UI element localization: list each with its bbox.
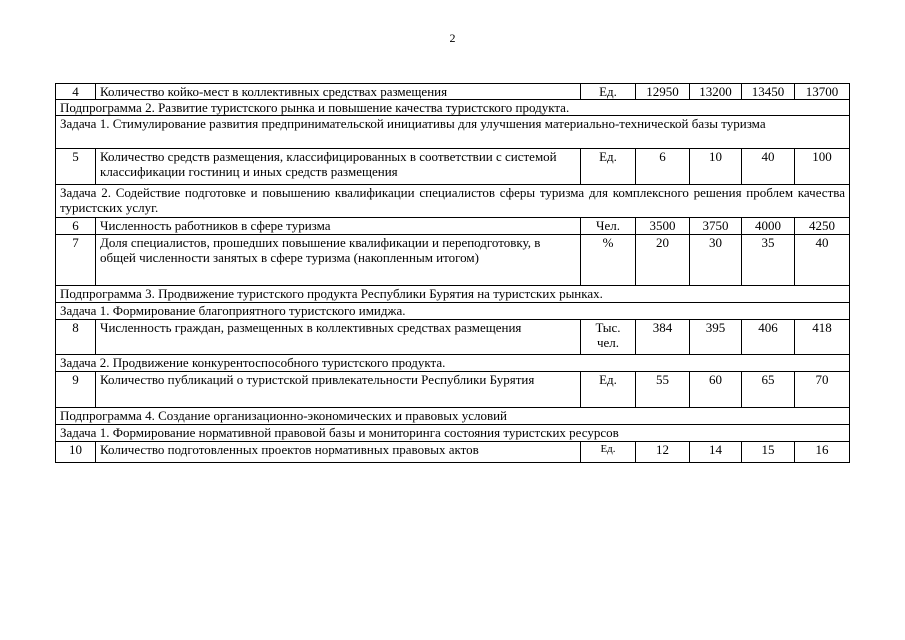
value-year-2: 13200 xyxy=(690,84,742,100)
value-year-2: 395 xyxy=(690,320,742,355)
value-year-4: 4250 xyxy=(795,218,850,235)
value-year-4: 100 xyxy=(795,149,850,185)
table-row xyxy=(56,84,850,100)
indicator-name: Количество средств размещения, классифицированных в соответствии с системой классификации гостиниц и иных средств размещения xyxy=(96,149,581,185)
value-year-4: 13700 xyxy=(795,84,850,100)
indicator-name: Количество койко-мест в коллективных средствах размещения xyxy=(96,84,581,100)
row-number: 10 xyxy=(56,442,96,463)
unit: Ед. xyxy=(581,372,636,408)
unit: Ед. xyxy=(581,442,636,463)
value-year-3: 13450 xyxy=(742,84,795,100)
task-row xyxy=(56,185,850,218)
row-number: 8 xyxy=(56,320,96,355)
indicator-name: Количество публикаций о туристской привлекательности Республики Бурятия xyxy=(96,372,581,408)
row-number: 6 xyxy=(56,218,96,235)
task-3-2-title: Задача 2. Продвижение конкурентоспособного туристского продукта. xyxy=(56,355,850,372)
page-number: 2 xyxy=(449,31,456,45)
value-year-2: 30 xyxy=(690,235,742,286)
indicator-name: Численность работников в сфере туризма xyxy=(96,218,581,235)
row-number: 9 xyxy=(56,372,96,408)
subprogram-row xyxy=(56,286,850,303)
value-year-1: 20 xyxy=(636,235,690,286)
subprogram-4-title: Подпрограмма 4. Создание организационно-экономических и правовых условий xyxy=(56,408,850,425)
unit: Ед. xyxy=(581,149,636,185)
value-year-2: 3750 xyxy=(690,218,742,235)
task-row xyxy=(56,303,850,320)
subprogram-2-title: Подпрограмма 2. Развитие туристского рынка и повышение качества туристского продукта. xyxy=(56,100,850,116)
value-year-4: 16 xyxy=(795,442,850,463)
table-row xyxy=(56,218,850,235)
table-row xyxy=(56,442,850,463)
value-year-3: 15 xyxy=(742,442,795,463)
row-number: 7 xyxy=(56,235,96,286)
value-year-1: 384 xyxy=(636,320,690,355)
table-row xyxy=(56,320,850,355)
value-year-1: 12950 xyxy=(636,84,690,100)
subprogram-3-title: Подпрограмма 3. Продвижение туристского продукта Республики Бурятия на туристских рынках. xyxy=(56,286,850,303)
unit: Тыс. чел. xyxy=(581,320,636,355)
task-row xyxy=(56,116,850,149)
value-year-1: 6 xyxy=(636,149,690,185)
subprogram-row xyxy=(56,408,850,425)
indicators-table xyxy=(55,83,850,463)
value-year-1: 3500 xyxy=(636,218,690,235)
table-row xyxy=(56,149,850,185)
task-2-1-title: Задача 1. Стимулирование развития предпринимательской инициативы для улучшения материально-технической базы туризма xyxy=(56,116,850,149)
row-number: 5 xyxy=(56,149,96,185)
unit: % xyxy=(581,235,636,286)
value-year-2: 10 xyxy=(690,149,742,185)
indicator-name: Доля специалистов, прошедших повышение квалификации и переподготовку, в общей численности занятых в сфере туризма (накопленным итогом) xyxy=(96,235,581,286)
indicator-name: Количество подготовленных проектов нормативных правовых актов xyxy=(96,442,581,463)
value-year-4: 418 xyxy=(795,320,850,355)
value-year-1: 55 xyxy=(636,372,690,408)
task-row xyxy=(56,425,850,442)
task-3-1-title: Задача 1. Формирование благоприятного туристского имиджа. xyxy=(56,303,850,320)
value-year-3: 65 xyxy=(742,372,795,408)
task-row xyxy=(56,355,850,372)
subprogram-row xyxy=(56,100,850,116)
value-year-1: 12 xyxy=(636,442,690,463)
task-2-2-title: Задача 2. Содействие подготовке и повышению квалификации специалистов сферы туризма для комплексного решения проблем качества туристских услуг. xyxy=(56,185,850,218)
indicator-name: Численность граждан, размещенных в коллективных средствах размещения xyxy=(96,320,581,355)
value-year-3: 406 xyxy=(742,320,795,355)
table-row xyxy=(56,235,850,286)
table-row xyxy=(56,372,850,408)
unit: Ед. xyxy=(581,84,636,100)
unit: Чел. xyxy=(581,218,636,235)
value-year-2: 14 xyxy=(690,442,742,463)
value-year-3: 4000 xyxy=(742,218,795,235)
value-year-3: 35 xyxy=(742,235,795,286)
value-year-4: 40 xyxy=(795,235,850,286)
value-year-3: 40 xyxy=(742,149,795,185)
row-number: 4 xyxy=(56,84,96,100)
task-4-1-title: Задача 1. Формирование нормативной правовой базы и мониторинга состояния туристских ресурсов xyxy=(56,425,850,442)
value-year-2: 60 xyxy=(690,372,742,408)
value-year-4: 70 xyxy=(795,372,850,408)
